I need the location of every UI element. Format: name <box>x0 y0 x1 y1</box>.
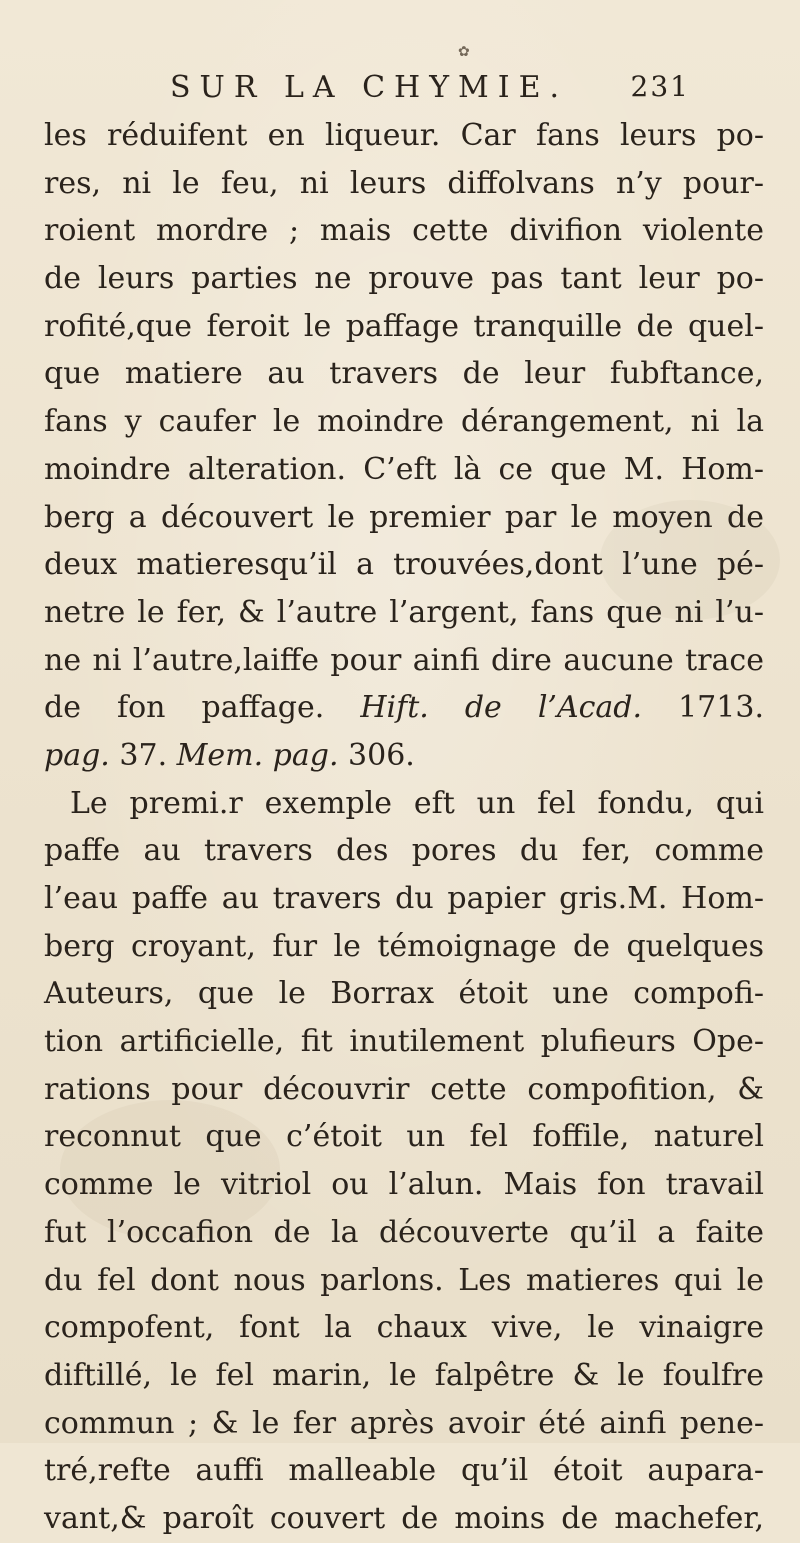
text-line: du fel dont nous parlons. Les matieres qui le <box>44 1262 764 1298</box>
body-text <box>44 112 764 1543</box>
text-line: l’eau paffe au travers du papier gris.M. Hom- <box>44 881 764 916</box>
text-line: fut l’occafion de la découverte qu’il a faite <box>44 1214 764 1250</box>
text-fragment: de fon paffage. <box>44 690 325 726</box>
text-line: netre le fer, & l’autre l’argent, fans que ni l’u- <box>44 594 764 630</box>
citation-mem-num: 306. <box>348 737 415 773</box>
page-number: 231 <box>630 70 690 103</box>
text-line: les réduifent en liqueur. Car fans leurs po- <box>44 118 764 153</box>
citation-pag: pag. <box>44 737 110 773</box>
text-line: moindre alteration. C’eft là ce que M. Hom- <box>44 451 764 487</box>
text-line: Auteurs, que le Borrax étoit une compofi- <box>44 976 764 1012</box>
running-title: SUR LA CHYMIE. <box>170 70 569 105</box>
ornament-icon: ✿ <box>458 44 470 60</box>
text-line: paffe au travers des pores du fer, comme <box>44 833 764 869</box>
text-line-with-citation <box>44 684 764 732</box>
text-line: vant,& paroît couvert de moins de machefer, <box>44 1500 764 1536</box>
citation-mem: Mem. pag. <box>176 737 339 773</box>
citation-year: 1713. <box>678 690 764 726</box>
page-header <box>170 70 690 110</box>
text-line: rofité,que feroit le paffage tranquille de quel- <box>44 308 764 344</box>
text-line: roient mordre ; mais cette divifion violente <box>44 213 764 249</box>
text-line: tré,refte auffi malleable qu’il étoit aupara- <box>44 1453 764 1489</box>
text-line: ne ni l’autre,laiffe pour ainfi dire aucune trace <box>44 642 764 678</box>
text-line: comme le vitriol ou l’alun. Mais fon travail <box>44 1167 764 1203</box>
text-line: res, ni le feu, ni leurs diffolvans n’y pour- <box>44 165 764 201</box>
text-line: deux matieresqu’il a trouvées,dont l’une pé- <box>44 547 764 583</box>
text-line: berg a découvert le premier par le moyen de <box>44 499 764 535</box>
text-line: que matiere au travers de leur fubftance, <box>44 356 764 392</box>
text-line: rations pour découvrir cette compofition, & <box>44 1071 764 1107</box>
text-line: berg croyant, fur le témoignage de quelques <box>44 928 764 964</box>
text-line: de leurs parties ne prouve pas tant leur po- <box>44 261 764 297</box>
citation-hist: Hift. de l’Acad. <box>360 690 643 726</box>
text-line: Le premi.r exemple eft un fel fondu, qui <box>70 785 764 821</box>
citation-pag-num: 37. <box>119 737 168 773</box>
text-line: reconnut que c’étoit un fel foffile, naturel <box>44 1119 764 1155</box>
text-line: diftillé, le fel marin, le falpêtre & le foulfre <box>44 1357 764 1393</box>
text-line: commun ; & le fer après avoir été ainfi pene- <box>44 1405 764 1441</box>
citation-line <box>44 732 764 780</box>
text-line: compofent, font la chaux vive, le vinaigre <box>44 1310 764 1346</box>
text-line: fans y caufer le moindre dérangement, ni la <box>44 404 764 440</box>
text-line: tion artificielle, fit inutilement plufieurs Ope- <box>44 1024 764 1060</box>
